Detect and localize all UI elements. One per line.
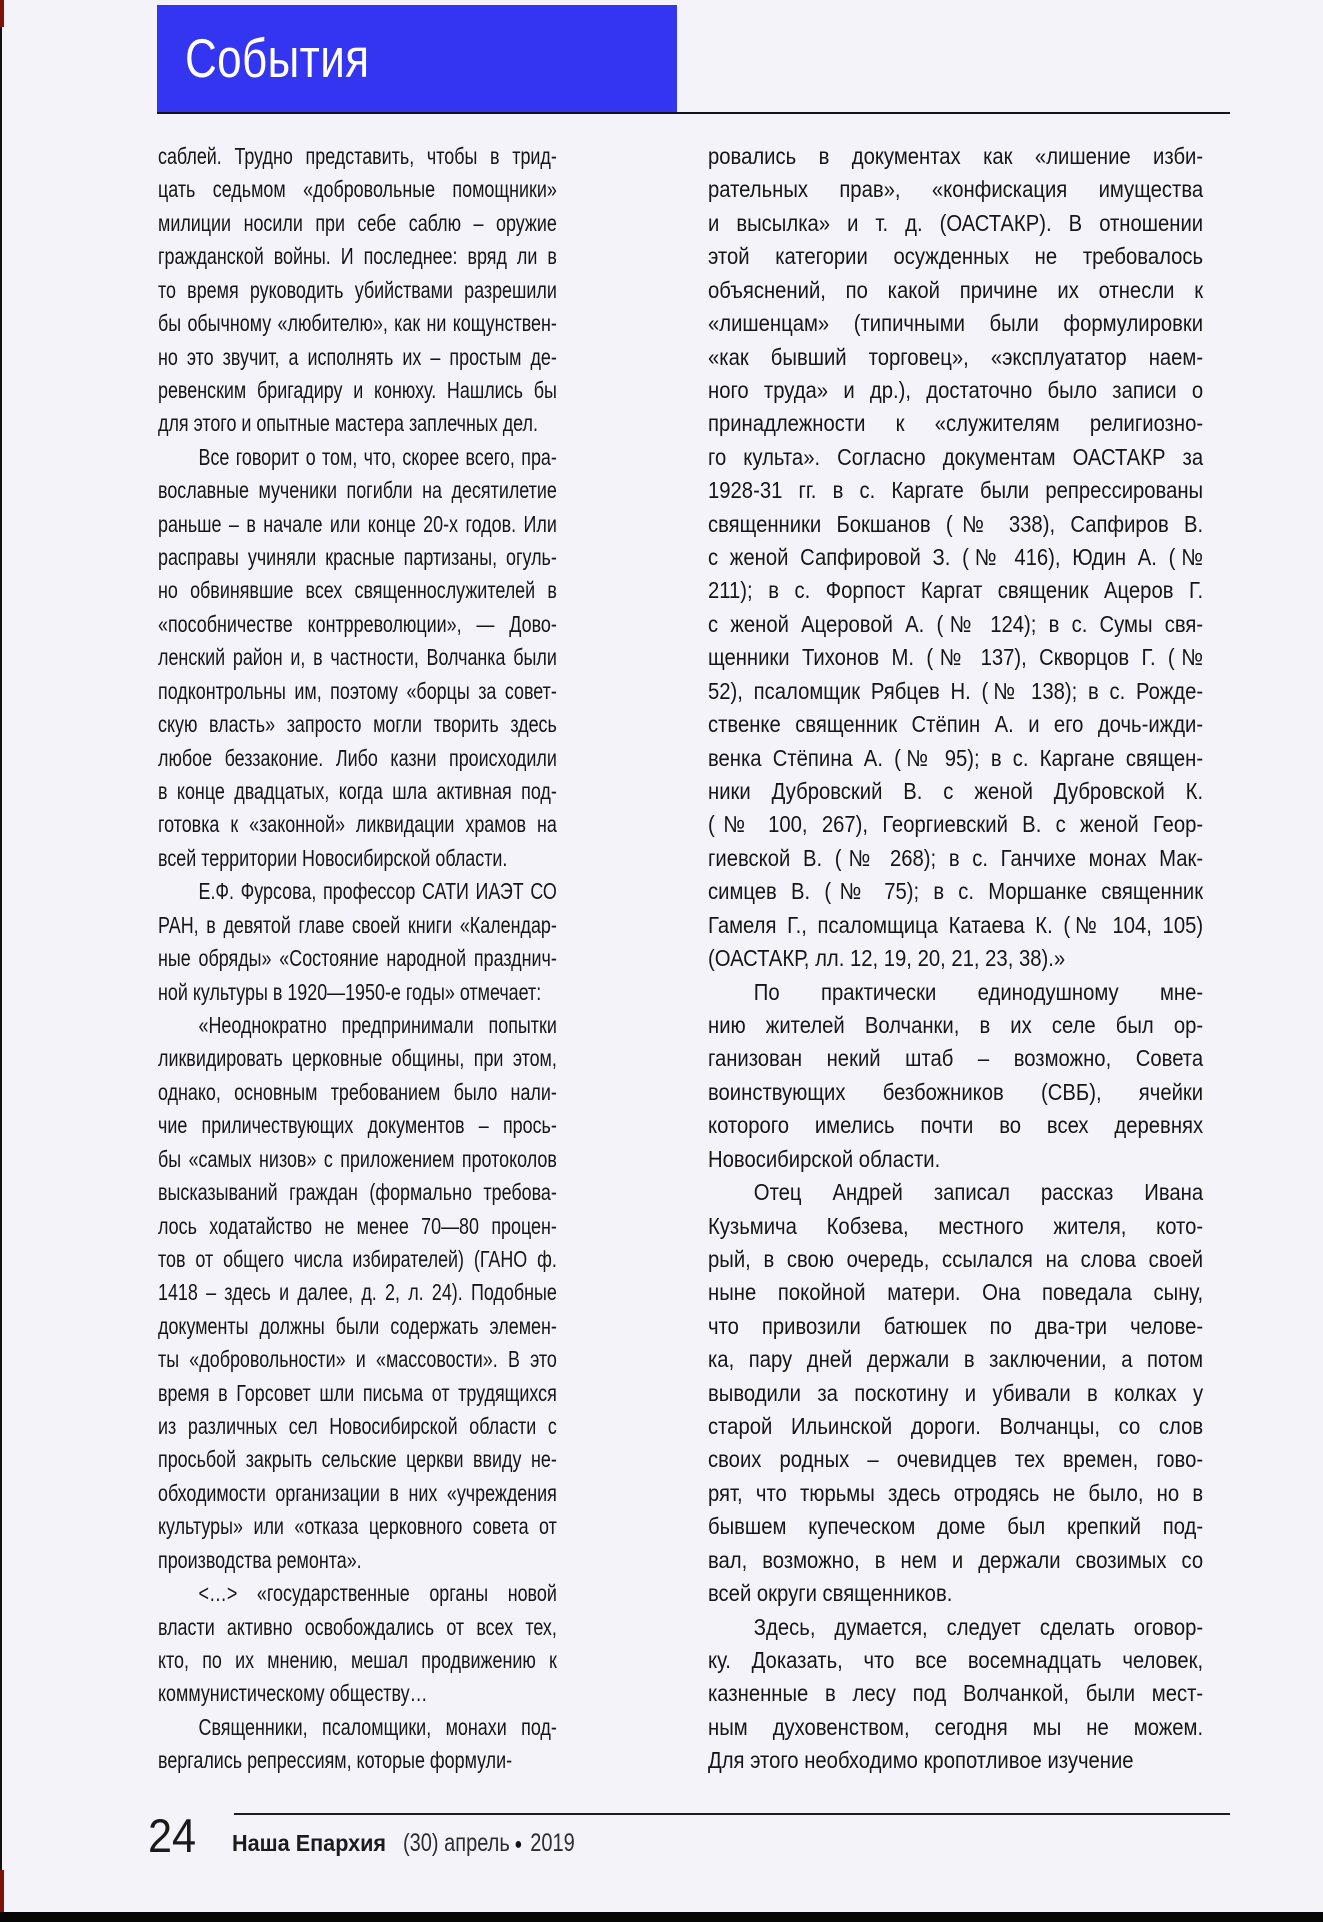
text-line: но обвинявшие всех священнослужителей в [158, 577, 557, 604]
text-line: всей территории Новосибирской области. [158, 844, 508, 871]
page-number: 24 [148, 1809, 197, 1862]
text-line: бы обычному «любителю», как ни кощунствен- [158, 310, 557, 337]
text-line: ным духовенством, сегодня мы не можем. [708, 1713, 1204, 1740]
text-column-right [708, 140, 1203, 1778]
text-line: 52), псаломщик Рябцев Н. (№ 138); в с. Рожде- [708, 677, 1204, 704]
text-line: с женой Ацеровой А. (№ 124); в с. Сумы свя- [708, 610, 1204, 637]
text-line: культуры» или «отказа церковного совета от [158, 1513, 557, 1540]
text-line: власти активно освобождались от всех тех, [158, 1613, 557, 1640]
text-line: вал, возможно, в нем и держали свозимых со [708, 1546, 1204, 1573]
text-line: (ОАСТАКР, лл. 12, 19, 20, 21, 23, 38).» [708, 945, 1066, 972]
text-line: «как бывший торговец», «эксплуататор наем- [708, 343, 1204, 370]
text-line: ственке священник Стёпин А. и его дочь-ижди- [708, 711, 1204, 738]
text-line: ной культуры в 1920—1950-е годы» отмечает: [158, 978, 542, 1005]
text-line: венка Стёпина А. (№ 95); в с. Каргане священ- [708, 744, 1204, 771]
text-line: что привозили батюшек по два-три челове- [708, 1312, 1204, 1339]
text-line: Священники, псаломщики, монахи под- [198, 1713, 557, 1740]
text-line: всей округи священников. [708, 1580, 953, 1607]
text-line: тов от общего числа избирателей) (ГАНО ф. [158, 1245, 557, 1272]
text-line: «лишенцам» (типичными были формулировки [708, 310, 1204, 337]
section-header-banner [157, 5, 677, 112]
text-line: любое беззаконие. Либо казни происходили [158, 744, 557, 771]
text-line: ка, пару дней держали в заключении, а потом [708, 1346, 1204, 1373]
text-line: ные обряды» «Состояние народной празднич- [158, 945, 557, 972]
text-line: ровались в документах как «лишение изби- [708, 143, 1204, 169]
text-line: объяснений, по какой причине их отнесли к [708, 276, 1204, 303]
page-edge-red-mark-top [0, 0, 4, 27]
text-line: 1928-31 гг. в с. Каргате были репрессированы [708, 477, 1204, 504]
text-line: рательных прав», «конфискация имущества [708, 176, 1204, 203]
text-line: чие приличествующих документов – прось- [158, 1112, 557, 1139]
issue-year: 2019 [530, 1829, 575, 1857]
section-title: События [185, 27, 370, 89]
issue-label: (30) апрель [403, 1829, 510, 1857]
text-line: коммунистическому обществу… [158, 1680, 428, 1707]
footer-rule [234, 1813, 1230, 1815]
text-line: принадлежности к «служителям религиозно- [708, 410, 1204, 437]
text-line: воинствующих безбожников (СВБ), ячейки [708, 1078, 1204, 1105]
text-line: ку. Доказать, что все восемнадцать человек, [708, 1646, 1204, 1673]
text-line: цать седьмом «добровольные помощники» [158, 176, 557, 203]
text-line: вославные мученики погибли на десятилетие [158, 477, 557, 504]
text-line: однако, основным требованием было нали- [158, 1078, 557, 1105]
text-line: нию жителей Волчанки, в их селе был ор- [708, 1011, 1204, 1038]
text-line: Новосибирской области. [708, 1145, 941, 1172]
text-line: готовка к «законной» ликвидации храмов на [158, 811, 557, 838]
text-line: просьбой закрыть сельские церкви ввиду не- [158, 1446, 557, 1473]
issue-info [403, 1831, 575, 1857]
text-line: обходимости организации в них «учреждения [158, 1479, 557, 1506]
text-line: го культа». Согласно документам ОАСТАКР за [708, 443, 1204, 470]
text-line: ники Дубровский В. с женой Дубровской К. [708, 778, 1204, 805]
text-line: ного труда» и др.), достаточно было записи о [708, 376, 1204, 403]
text-line: но это звучит, а исполнять их – простым де- [158, 343, 557, 370]
text-line: вергались репрессиям, которые формули- [158, 1747, 513, 1774]
text-line: которого имелись почти во всех деревнях [708, 1112, 1204, 1139]
text-line: для этого и опытные мастера заплечных дел. [158, 410, 538, 437]
text-line: Для этого необходимо кропотливое изучение [708, 1747, 1134, 1774]
text-line: Гамеля Г., псаломщица Катаева К. (№ 104, 105) [708, 911, 1204, 938]
text-line: ты «добровольности» и «массовости». В это [158, 1346, 557, 1373]
text-line: то время руководить убийствами разрешили [158, 276, 557, 303]
text-line: Е.Ф. Фурсова, профессор САТИ ИАЭТ СО [198, 878, 557, 905]
text-line: подконтрольны им, поэтому «борцы за совет- [158, 677, 557, 704]
text-line: По практически единодушному мне- [753, 978, 1204, 1005]
text-line: щенники Тихонов М. (№ 137), Скворцов Г. (№ [708, 644, 1204, 671]
text-line: в конце двадцатых, когда шла активная под- [158, 778, 557, 805]
text-line: гиевской В. (№ 268); в с. Ганчихе монах Мак- [708, 844, 1204, 871]
text-line: РАН, в девятой главе своей книги «Календар- [158, 911, 557, 938]
text-line: производства ремонта». [158, 1546, 362, 1573]
text-line: ликвидировать церковные общины, при этом, [158, 1045, 557, 1072]
text-line: раньше – в начале или конце 20-х годов. Или [158, 510, 557, 537]
text-line: 211); в с. Форпост Каргат священик Ацеров Г. [708, 577, 1204, 604]
page-bottom-edge [0, 1912, 1323, 1922]
text-line: своих родных – очевидцев тех времен, гово- [708, 1446, 1204, 1473]
text-line: и высылка» и т. д. (ОАСТАКР). В отношении [708, 209, 1204, 236]
text-line: «Неоднократно предпринимали попытки [198, 1011, 557, 1038]
text-line: гражданской войны. И последнее: вряд ли в [158, 243, 557, 270]
text-line: Все говорит о том, что, скорее всего, пра- [198, 443, 557, 470]
text-line: документы должны были содержать элемен- [158, 1312, 557, 1339]
text-line: выводили за поскотину и убивали в колках у [708, 1379, 1204, 1406]
text-line: старой Ильинской дороги. Волчанцы, со слов [708, 1413, 1204, 1440]
text-line: высказываний граждан (формально требова- [158, 1179, 557, 1206]
text-line: ленский район и, в частности, Волчанка были [158, 644, 557, 671]
text-line: милиции носили при себе саблю – оружие [158, 209, 557, 236]
page-left-edge [0, 0, 2, 1922]
text-line: этой категории осужденных не требовалось [708, 243, 1204, 270]
text-line: лось ходатайство не менее 70—80 процен- [158, 1212, 557, 1239]
header-rule [157, 112, 1230, 114]
text-line: ганизован некий штаб – возможно, Совета [708, 1045, 1204, 1072]
text-line: рят, что тюрьмы здесь отродясь не было, но в [708, 1479, 1204, 1506]
text-line: Здесь, думается, следует сделать оговор- [753, 1613, 1204, 1640]
text-line: (№ 100, 267), Георгиевский В. с женой Геор- [708, 811, 1204, 838]
text-line: расправы учиняли красные партизаны, огуль- [158, 544, 557, 571]
text-line: ныне покойной матери. Она поведала сыну, [708, 1279, 1204, 1306]
text-line: время в Горсовет шли письма от трудящихся [158, 1379, 557, 1406]
text-line: <…> «государственные органы новой [198, 1580, 557, 1607]
text-line: рый, в свою очередь, ссылался на слова своей [708, 1245, 1204, 1272]
text-line: бывшем купеческом доме был крепкий под- [708, 1513, 1204, 1540]
text-line: казненные в лесу под Волчанкой, были мест- [708, 1680, 1204, 1707]
text-line: Отец Андрей записал рассказ Ивана [753, 1179, 1204, 1206]
bullet-separator: ● [514, 1836, 523, 1853]
text-line: симцев В. (№ 75); в с. Моршанке священник [708, 878, 1204, 905]
text-line: Кузьмича Кобзева, местного жителя, кото- [708, 1212, 1204, 1239]
text-line: священники Бокшанов (№ 338), Сапфиров В. [708, 510, 1204, 537]
text-line: 1418 – здесь и далее, д. 2, л. 24). Подобные [158, 1279, 557, 1306]
text-line: скую власть» запросто могли творить здесь [158, 711, 557, 738]
text-column-left [158, 140, 557, 1778]
text-line: «пособничестве контрреволюции», — Дово- [158, 610, 557, 637]
text-line: ревенским бригадиру и конюху. Нашлись бы [158, 376, 557, 403]
journal-title: Наша Епархия [232, 1830, 387, 1856]
page-edge-red-mark-bottom [0, 1870, 4, 1914]
text-line: бы «самых низов» с приложением протоколов [158, 1145, 557, 1172]
text-line: с женой Сапфировой З. (№ 416), Юдин А. (№ [708, 544, 1204, 571]
text-line: кто, по их мнению, мешал продвижению к [158, 1646, 557, 1673]
text-line: саблей. Трудно представить, чтобы в трид- [158, 143, 557, 169]
text-line: из различных сел Новосибирской области с [158, 1413, 557, 1440]
